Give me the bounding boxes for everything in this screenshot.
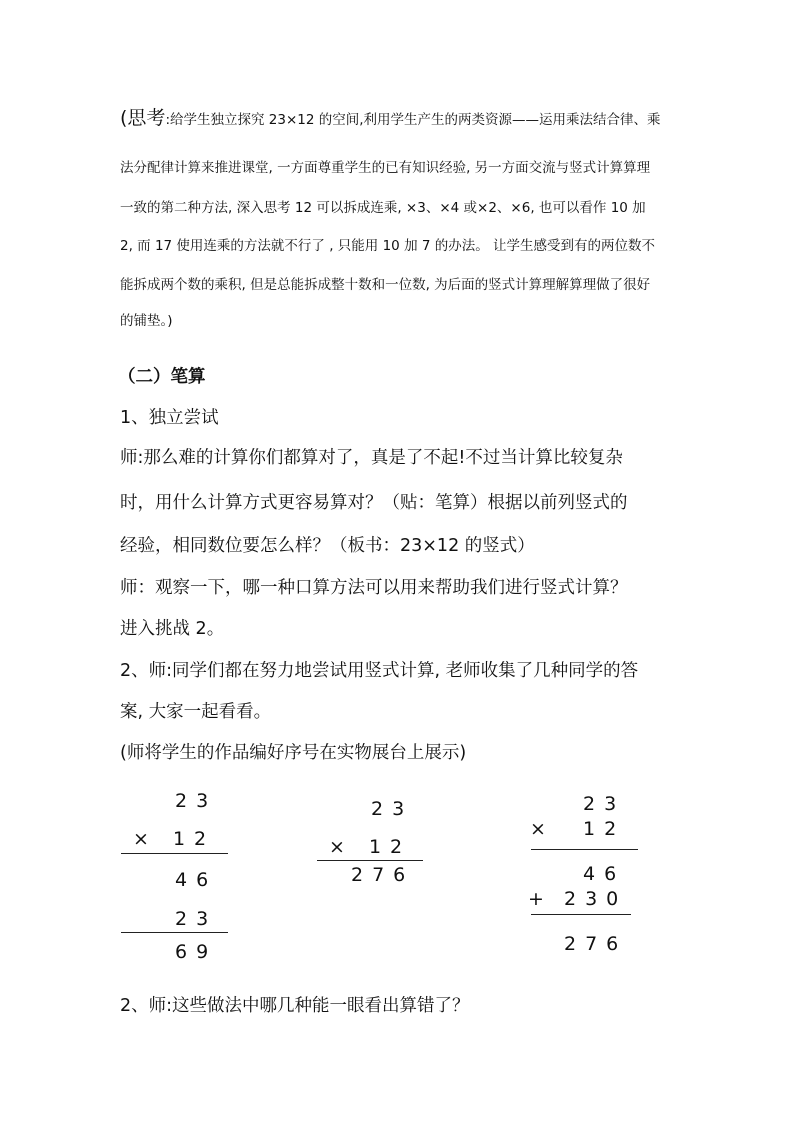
step-2-line-2: 案, 大家一起看看。 [120, 702, 272, 722]
step-1-label: 1、独立尝试 [120, 408, 219, 428]
work2-rule [317, 860, 423, 861]
work2-multiplier: × 12 [329, 836, 412, 858]
reflection-lead-word: 思考 [127, 107, 166, 129]
work3-partial-1: 46 [583, 863, 626, 885]
work1-rule-1 [121, 853, 228, 854]
reflection-open-paren: ( [120, 107, 128, 129]
work1-multiplicand: 23 [175, 790, 218, 812]
reflection-line-4: 2, 而 17 使用连乘的方法就不行了 , 只能用 10 加 7 的办法。 让学生感受到有的两位数不 [120, 238, 656, 254]
work3-multiplier: 12 [583, 818, 626, 840]
work1-result: 69 [175, 941, 218, 963]
reflection-line-2: 法分配律计算来推进课堂, 一方面尊重学生的已有知识经验, 另一方面交流与竖式计算算理 [120, 160, 651, 176]
teacher-line-2: 时，用什么计算方式更容易算对？（贴：笔算）根据以前列竖式的 [120, 493, 628, 513]
section-heading: （二）笔算 [118, 367, 206, 387]
work3-multiply-sign: × [530, 818, 555, 840]
work2-result: 276 [351, 864, 415, 886]
work2-multiplicand: 23 [371, 798, 414, 820]
teacher-line-4: 师：观察一下，哪一种口算方法可以用来帮助我们进行竖式计算？ [120, 578, 628, 598]
work1-multiplier: × 12 [133, 828, 216, 850]
work3-rule-1 [531, 849, 638, 850]
work3-result: 276 [564, 933, 628, 955]
teacher-line-3: 经验，相同数位要怎么样？（板书：23×12 的竖式） [120, 536, 535, 556]
reflection-line-5: 能拆成两个数的乘积, 但是总能拆成整十数和一位数, 为后面的竖式计算理解算理做了很好 [120, 277, 651, 293]
reflection-line-1 [120, 108, 685, 130]
work3-rule-2 [531, 914, 631, 915]
work1-partial-1: 46 [175, 869, 218, 891]
reflection-line-6: 的铺垫。) [120, 313, 173, 329]
display-note: (师将学生的作品编好序号在实物展台上展示) [120, 743, 467, 763]
work1-partial-2: 23 [175, 908, 218, 930]
work3-multiplicand: 23 [583, 793, 626, 815]
reflection-line-1-text: :给学生独立探究 23×12 的空间,利用学生产生的两类资源——运用乘法结合律、乘 [165, 112, 661, 128]
reflection-line-3: 一致的第二种方法, 深入思考 12 可以拆成连乘, ×3、×4 或×2、×6, 也可以看作 10 加 [120, 200, 646, 216]
step-2-line-1: 2、师:同学们都在努力地尝试用竖式计算, 老师收集了几种同学的答 [120, 661, 639, 681]
teacher-line-1: 师:那么难的计算你们都算对了，真是了不起!不过当计算比较复杂 [120, 448, 623, 468]
question-line: 2、师:这些做法中哪几种能一眼看出算错了？ [120, 996, 470, 1016]
work3-plus-sign: + [528, 888, 553, 910]
work3-partial-2: 230 [564, 888, 628, 910]
teacher-line-5: 进入挑战 2。 [120, 619, 225, 639]
work1-rule-2 [121, 932, 228, 933]
